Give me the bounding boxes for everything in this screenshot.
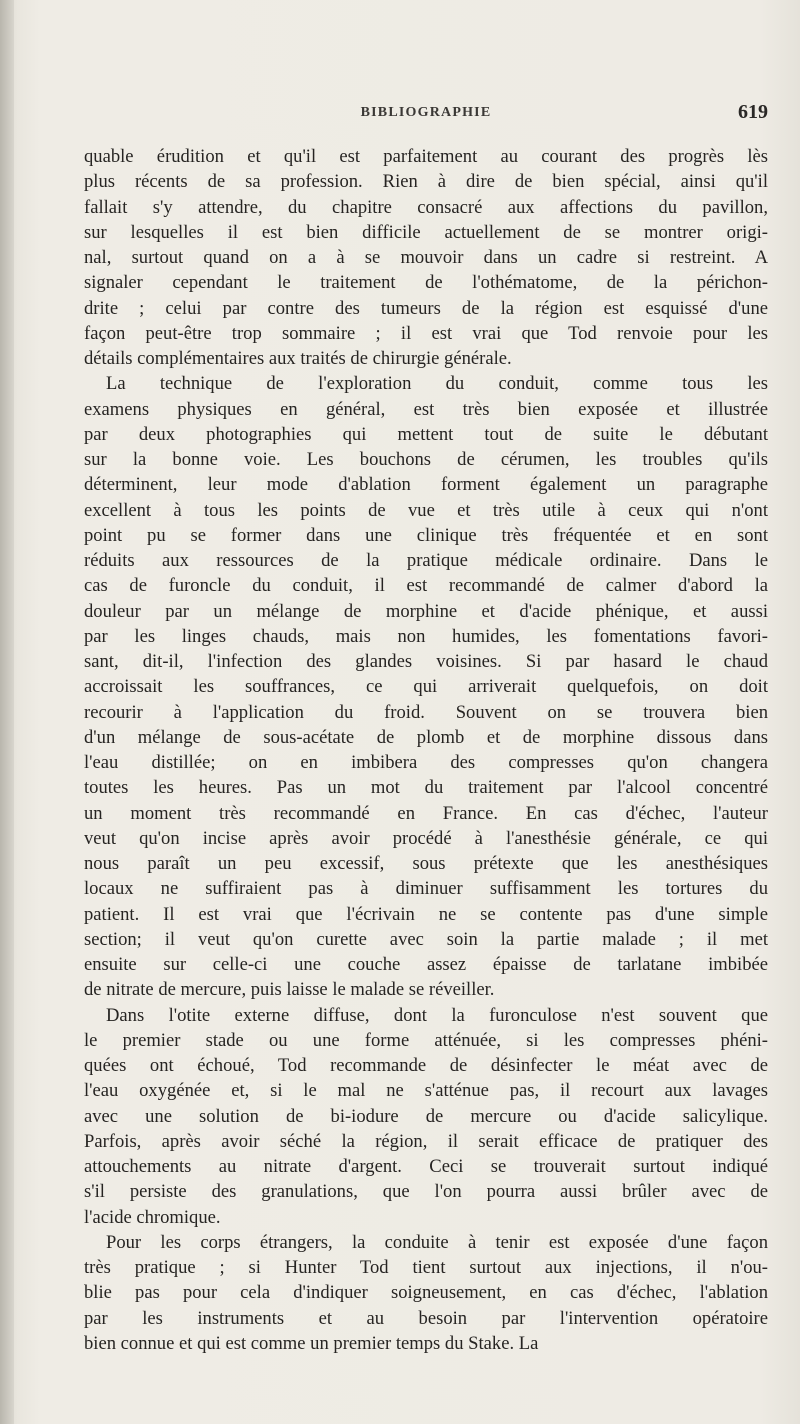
text-line: réduits aux ressources de la pratique médicale ordinaire. Dans le — [84, 550, 768, 571]
text-line: l'acide chromique. — [84, 1206, 221, 1228]
text-line: s'il persiste des granulations, que l'on pourra aussi brûler avec de — [84, 1181, 768, 1203]
text-line: signaler cependant le traitement de l'othématome, de la périchon- — [84, 272, 768, 294]
text-line: avec une solution de bi-iodure de mercure ou d'acide salicylique. — [84, 1105, 768, 1127]
text-line: quable érudition et qu'il est parfaitement au courant des progrès lès — [84, 146, 768, 167]
text-line: veut qu'on incise après avoir procédé à l'anesthésie générale, ce qui — [84, 827, 768, 849]
text-line: quées ont échoué, Tod recommande de désinfecter le méat avec de — [84, 1055, 768, 1076]
text-line: Dans l'otite externe diffuse, dont la furonculose n'est souvent que — [106, 1004, 768, 1026]
text-line: Pour les corps étrangers, la conduite à tenir est exposée d'une façon — [106, 1231, 768, 1253]
text-line: accroissait les souffrances, ce qui arriverait quelquefois, on doit — [84, 676, 768, 698]
text-line: sant, dit-il, l'infection des glandes voisines. Si par hasard le chaud — [84, 651, 768, 672]
text-line: détails complémentaires aux traités de chirurgie générale. — [84, 348, 512, 369]
text-line: fallait s'y attendre, du chapitre consacré aux affections du pavillon, — [84, 196, 768, 218]
page-binding-edge — [0, 0, 14, 1424]
text-line: point pu se former dans une clinique très fréquentée et en sont — [84, 524, 768, 546]
text-line: recourir à l'application du froid. Souvent on se trouvera bien — [84, 701, 768, 723]
text-line: nal, surtout quand on a à se mouvoir dans un cadre si restreint. A — [84, 247, 768, 268]
text-line: sur la bonne voie. Les bouchons de cérumen, les troubles qu'ils — [84, 449, 768, 470]
text-line: examens physiques en général, est très bien exposée et illustrée — [84, 398, 768, 420]
text-line: par les instruments et au besoin par l'intervention opératoire — [84, 1307, 768, 1329]
text-line: façon peut-être trop sommaire ; il est vrai que Tod renvoie pour les — [84, 322, 768, 344]
text-line: blie pas pour cela d'indiquer soigneusement, en cas d'échec, l'ablation — [84, 1282, 768, 1304]
text-line: nous paraît un peu excessif, sous prétexte que les anesthésiques — [84, 853, 768, 874]
text-line: par deux photographies qui mettent tout de suite le débutant — [84, 423, 768, 445]
text-line: section; il veut qu'on curette avec soin la partie malade ; il met — [84, 928, 768, 950]
text-line: plus récents de sa profession. Rien à dire de bien spécial, ainsi qu'il — [84, 171, 768, 193]
text-line: Parfois, après avoir séché la région, il serait efficace de pratiquer des — [84, 1130, 768, 1152]
text-line: patient. Il est vrai que l'écrivain ne se contente pas d'une simple — [84, 903, 768, 925]
text-line: un moment très recommandé en France. En cas d'échec, l'auteur — [84, 802, 768, 824]
paragraph — [84, 1230, 768, 1356]
text-line: bien connue et qui est comme un premier temps du Stake. La — [84, 1332, 539, 1354]
text-line: douleur par un mélange de morphine et d'acide phénique, et aussi — [84, 600, 768, 622]
running-head: BIBLIOGRAPHIE — [360, 105, 492, 120]
text-line: ensuite sur celle-ci une couche assez épaisse de tarlatane imbibée — [84, 954, 768, 975]
text-line: le premier stade ou une forme atténuée, si les compresses phéni- — [84, 1029, 768, 1051]
page-header — [84, 101, 768, 129]
text-line: d'un mélange de sous-acétate de plomb et de morphine dissous dans — [84, 726, 768, 748]
text-line: très pratique ; si Hunter Tod tient surtout aux injections, il n'ou- — [84, 1257, 768, 1278]
paragraph — [84, 1003, 768, 1230]
text-line: toutes les heures. Pas un mot du traitement par l'alcool concentré — [84, 777, 768, 799]
text-line: déterminent, leur mode d'ablation forment également un paragraphe — [84, 474, 768, 496]
text-line: l'eau oxygénée et, si le mal ne s'atténue pas, il recourt aux lavages — [84, 1080, 768, 1102]
paragraph — [84, 144, 768, 371]
text-line: excellent à tous les points de vue et très utile à ceux qui n'ont — [84, 499, 768, 521]
page-number: 619 — [738, 101, 768, 123]
text-line: l'eau distillée; on en imbibera des compresses qu'on changera — [84, 752, 768, 773]
body-text — [84, 144, 768, 1356]
text-line: cas de furoncle du conduit, il est recommandé de calmer d'abord la — [84, 575, 768, 597]
text-line: par les linges chauds, mais non humides, les fomentations favori- — [84, 625, 768, 647]
text-line: sur lesquelles il est bien difficile actuellement de se montrer origi- — [84, 221, 768, 243]
text-line: attouchements au nitrate d'argent. Ceci se trouverait surtout indiqué — [84, 1156, 768, 1177]
text-line: La technique de l'exploration du conduit, comme tous les — [106, 373, 768, 395]
paragraph — [84, 371, 768, 1002]
text-line: drite ; celui par contre des tumeurs de la région est esquissé d'une — [84, 297, 768, 319]
text-line: de nitrate de mercure, puis laisse le malade se réveiller. — [84, 979, 495, 1001]
text-line: locaux ne suffiraient pas à diminuer suffisamment les tortures du — [84, 878, 768, 900]
